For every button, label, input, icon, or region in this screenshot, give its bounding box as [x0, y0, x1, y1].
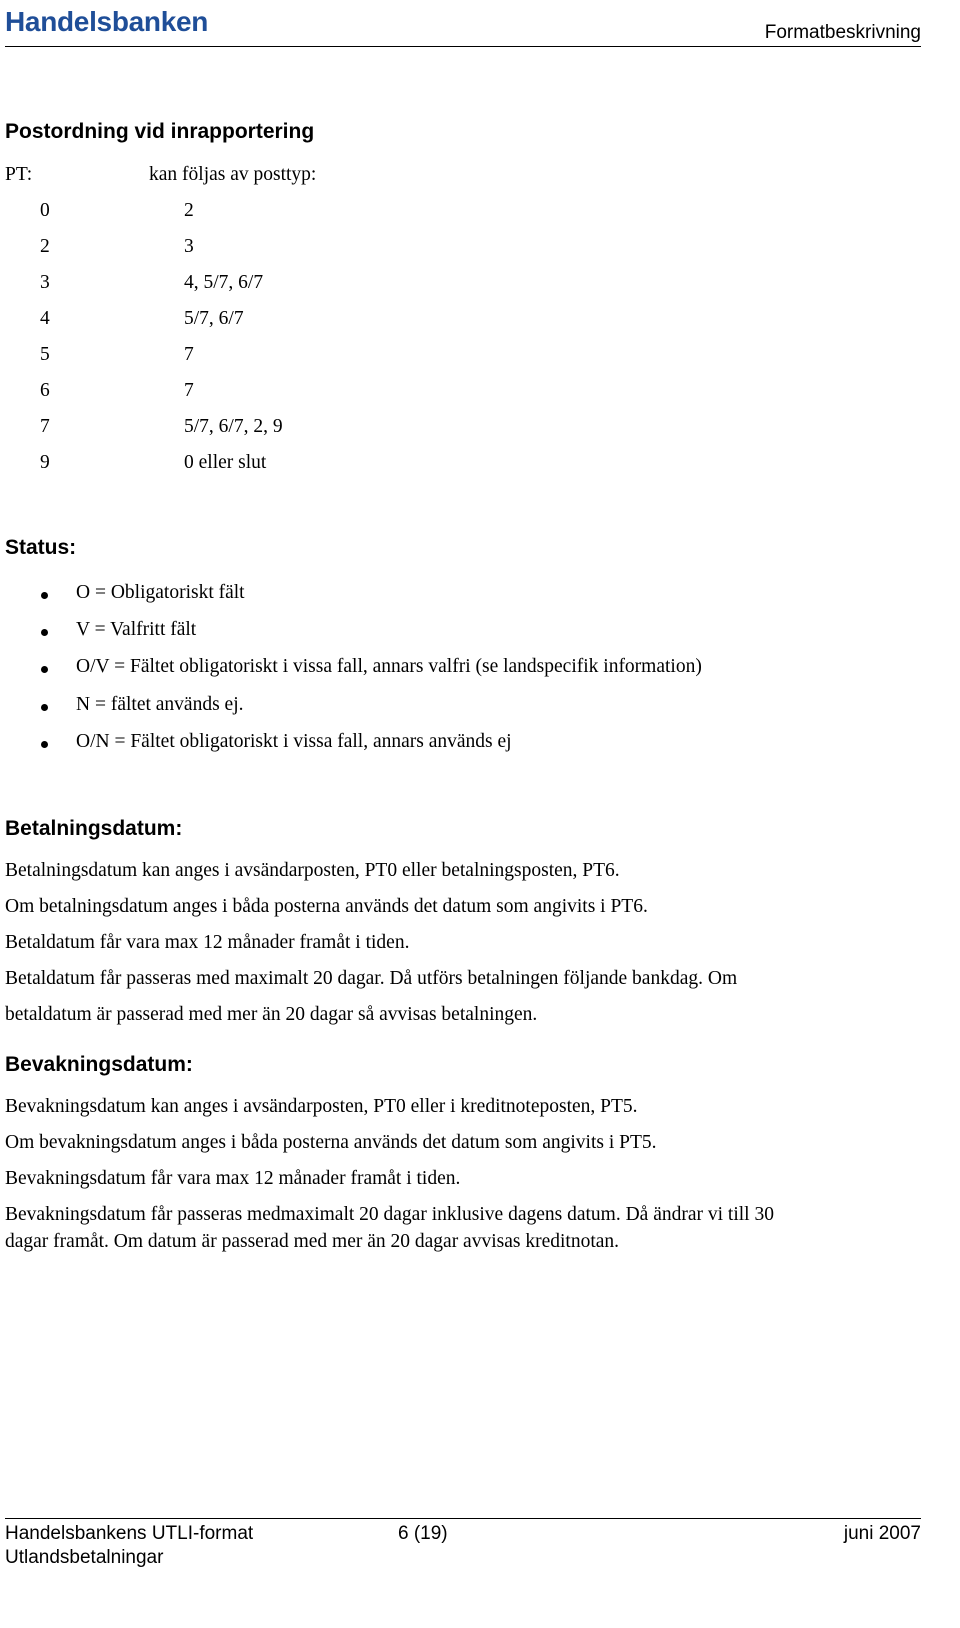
pt-type: 2 [40, 236, 50, 257]
pt-type: 9 [40, 452, 50, 473]
pt-column-header: PT: [5, 164, 33, 185]
paragraph-line: Bevakningsdatum kan anges i avsändarposten, PT0 eller i kreditnoteposten, PT5. [5, 1096, 638, 1117]
bullet-icon [41, 629, 48, 636]
list-item [0, 582, 900, 612]
pt-type: 0 [40, 200, 50, 221]
pt-follow: 7 [184, 380, 194, 401]
pt-follow: 5/7, 6/7 [184, 308, 244, 329]
paragraph-line: Betaldatum får passeras med maximalt 20 dagar. Då utförs betalningen följande bankdag. Om [5, 968, 738, 989]
pt-row [0, 452, 600, 482]
paragraph-line: Betaldatum får vara max 12 månader framåt i tiden. [5, 932, 410, 953]
bullet-icon [41, 704, 48, 711]
paragraph-line: betaldatum är passerad med mer än 20 dagar så avvisas betalningen. [5, 1004, 538, 1025]
bullet-icon [41, 592, 48, 599]
paragraph-line: dagar framåt. Om datum är passerad med mer än 20 dagar avvisas kreditnotan. [5, 1231, 620, 1252]
paragraph-line: Bevakningsdatum får passeras medmaximalt 20 dagar inklusive dagens datum. Då ändrar vi till 30 [5, 1204, 774, 1225]
page-header [5, 6, 921, 47]
bullet-icon [41, 666, 48, 673]
list-item [0, 619, 900, 649]
paragraph-line: Om bevakningsdatum anges i båda posterna används det datum som angivits i PT5. [5, 1132, 657, 1153]
pt-follow: 7 [184, 344, 194, 365]
pt-follow: 0 eller slut [184, 452, 267, 473]
page-footer [5, 1518, 921, 1575]
postordning-heading: Postordning vid inrapportering [5, 120, 315, 143]
pt-type: 6 [40, 380, 50, 401]
pt-row [0, 236, 600, 266]
pt-row [0, 272, 600, 302]
bank-logo: Handelsbanken [5, 6, 209, 37]
status-text: O/N = Fältet obligatoriskt i vissa fall, annars används ej [76, 731, 512, 752]
list-item [0, 694, 900, 724]
pt-type: 7 [40, 416, 50, 437]
footer-format-name: Handelsbankens UTLI-format [5, 1523, 254, 1544]
paragraph-line: Bevakningsdatum får vara max 12 månader framåt i tiden. [5, 1168, 461, 1189]
pt-type: 5 [40, 344, 50, 365]
status-text: O/V = Fältet obligatoriskt i vissa fall, annars valfri (se landspecifik information) [76, 656, 702, 677]
pt-type: 3 [40, 272, 50, 293]
status-text: O = Obligatoriskt fält [76, 582, 245, 603]
footer-section-name: Utlandsbetalningar [5, 1547, 164, 1568]
pt-follow: 4, 5/7, 6/7 [184, 272, 264, 293]
pt-follow: 2 [184, 200, 194, 221]
status-text: V = Valfritt fält [76, 619, 197, 640]
paragraph-line: Betalningsdatum kan anges i avsändarposten, PT0 eller betalningsposten, PT6. [5, 860, 620, 881]
pt-row [0, 344, 600, 374]
list-item [0, 731, 900, 761]
pt-follow: 3 [184, 236, 194, 257]
pt-row [0, 416, 600, 446]
pt-row [0, 380, 600, 410]
status-heading: Status: [5, 536, 77, 559]
footer-date: juni 2007 [843, 1523, 921, 1544]
page-number: 6 (19) [398, 1523, 448, 1544]
list-item [0, 656, 900, 686]
pt-row [0, 200, 600, 230]
status-text: N = fältet används ej. [76, 694, 244, 715]
pt-follow: 5/7, 6/7, 2, 9 [184, 416, 283, 437]
follow-column-header: kan följas av posttyp: [149, 164, 317, 185]
bevakningsdatum-heading: Bevakningsdatum: [5, 1053, 193, 1076]
betalningsdatum-heading: Betalningsdatum: [5, 817, 183, 840]
paragraph-line: Om betalningsdatum anges i båda posterna används det datum som angivits i PT6. [5, 896, 648, 917]
pt-type: 4 [40, 308, 50, 329]
document-type: Formatbeskrivning [764, 22, 921, 43]
pt-row [0, 308, 600, 338]
bullet-icon [41, 741, 48, 748]
